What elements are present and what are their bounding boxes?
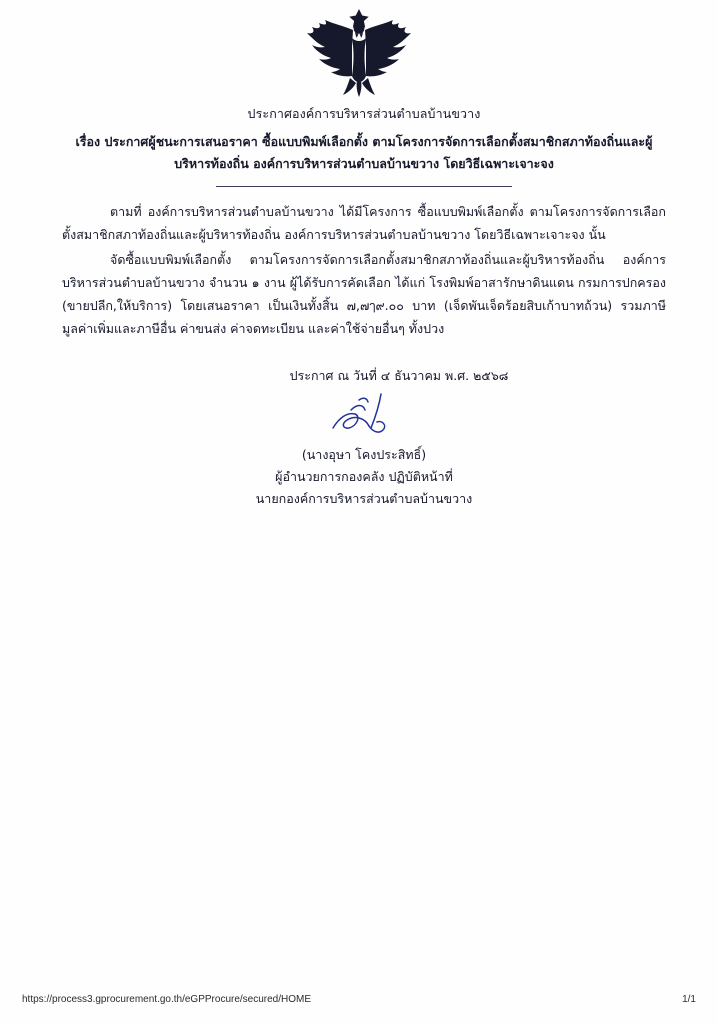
paragraph-two (62, 248, 666, 340)
signature-title-line-1: ผู้อำนวยการกองคลัง ปฏิบัติหน้าที่ (275, 469, 453, 485)
date-line: ประกาศ ณ วันที่ ๔ ธันวาคม พ.ศ. ๒๕๖๘ (289, 368, 509, 384)
subject-label: เรื่อง (75, 134, 101, 150)
announcement-subject (62, 131, 666, 174)
paragraph-two-text: จัดซื้อแบบพิมพ์เลือกตั้ง ตามโครงการจัดการเลือกตั้งสมาชิกสภาท้องถิ่นและผู้บริหารท้องถิ่น องค์การบริหารส่วนตำบลบ้านขวาง จำนวน ๑ งาน ผู้ได้รับการคัดเลือก ได้แก่ โรงพิมพ์อาสารักษาดินแดน กรมการปกครอง (ขายปลีก,ให้บริการ) โดยเสนอราคา เป็นเงินทั้งสิ้น ๗,๗ๅ๙.๐๐ บาท (เจ็ดพันเจ็ดร้อยสิบเก้าบาทถ้วน) รวมภาษีมูลค่าเพิ่มและภาษีอื่น ค่าขนส่ง ค่าจดทะเบียน และค่าใช้จ่ายอื่นๆ ทั้งปวง (62, 252, 666, 337)
subject-text: ประกาศผู้ชนะการเสนอราคา ซื้อแบบพิมพ์เลือกตั้ง ตามโครงการจัดการเลือกตั้งสมาชิกสภาท้องถิ่นและผู้บริหารท้องถิ่น องค์การบริหารส่วนตำบลบ้านขวาง โดยวิธีเฉพาะเจาะจง (104, 134, 653, 171)
handwritten-signature-icon (289, 392, 439, 444)
document-body (62, 104, 666, 510)
paragraph-one (62, 200, 666, 246)
horizontal-divider (216, 186, 512, 187)
garuda-emblem (304, 6, 414, 98)
signature-title-line-2: นายกองค์การบริหารส่วนตำบลบ้านขวาง (255, 491, 473, 506)
footer-url: https://process3.gprocurement.go.th/eGPProcure/secured/HOME (22, 993, 312, 1005)
paragraph-one-text: ตามที่ องค์การบริหารส่วนตำบลบ้านขวาง ได้มีโครงการ ซื้อแบบพิมพ์เลือกตั้ง ตามโครงการจัดการเลือกตั้งสมาชิกสภาท้องถิ่นและผู้บริหารท้องถิ่น องค์การบริหารส่วนตำบลบ้านขวาง โดยวิธีเฉพาะเจาะจง นั้น (62, 204, 666, 243)
footer-page-number: 1/1 (682, 993, 696, 1005)
page-footer (0, 990, 718, 1008)
announcement-heading: ประกาศองค์การบริหารส่วนตำบลบ้านขวาง (247, 106, 481, 121)
signature-name: (นางอุษา โคงประสิทธิ์) (301, 447, 427, 463)
signature-area (62, 392, 666, 444)
